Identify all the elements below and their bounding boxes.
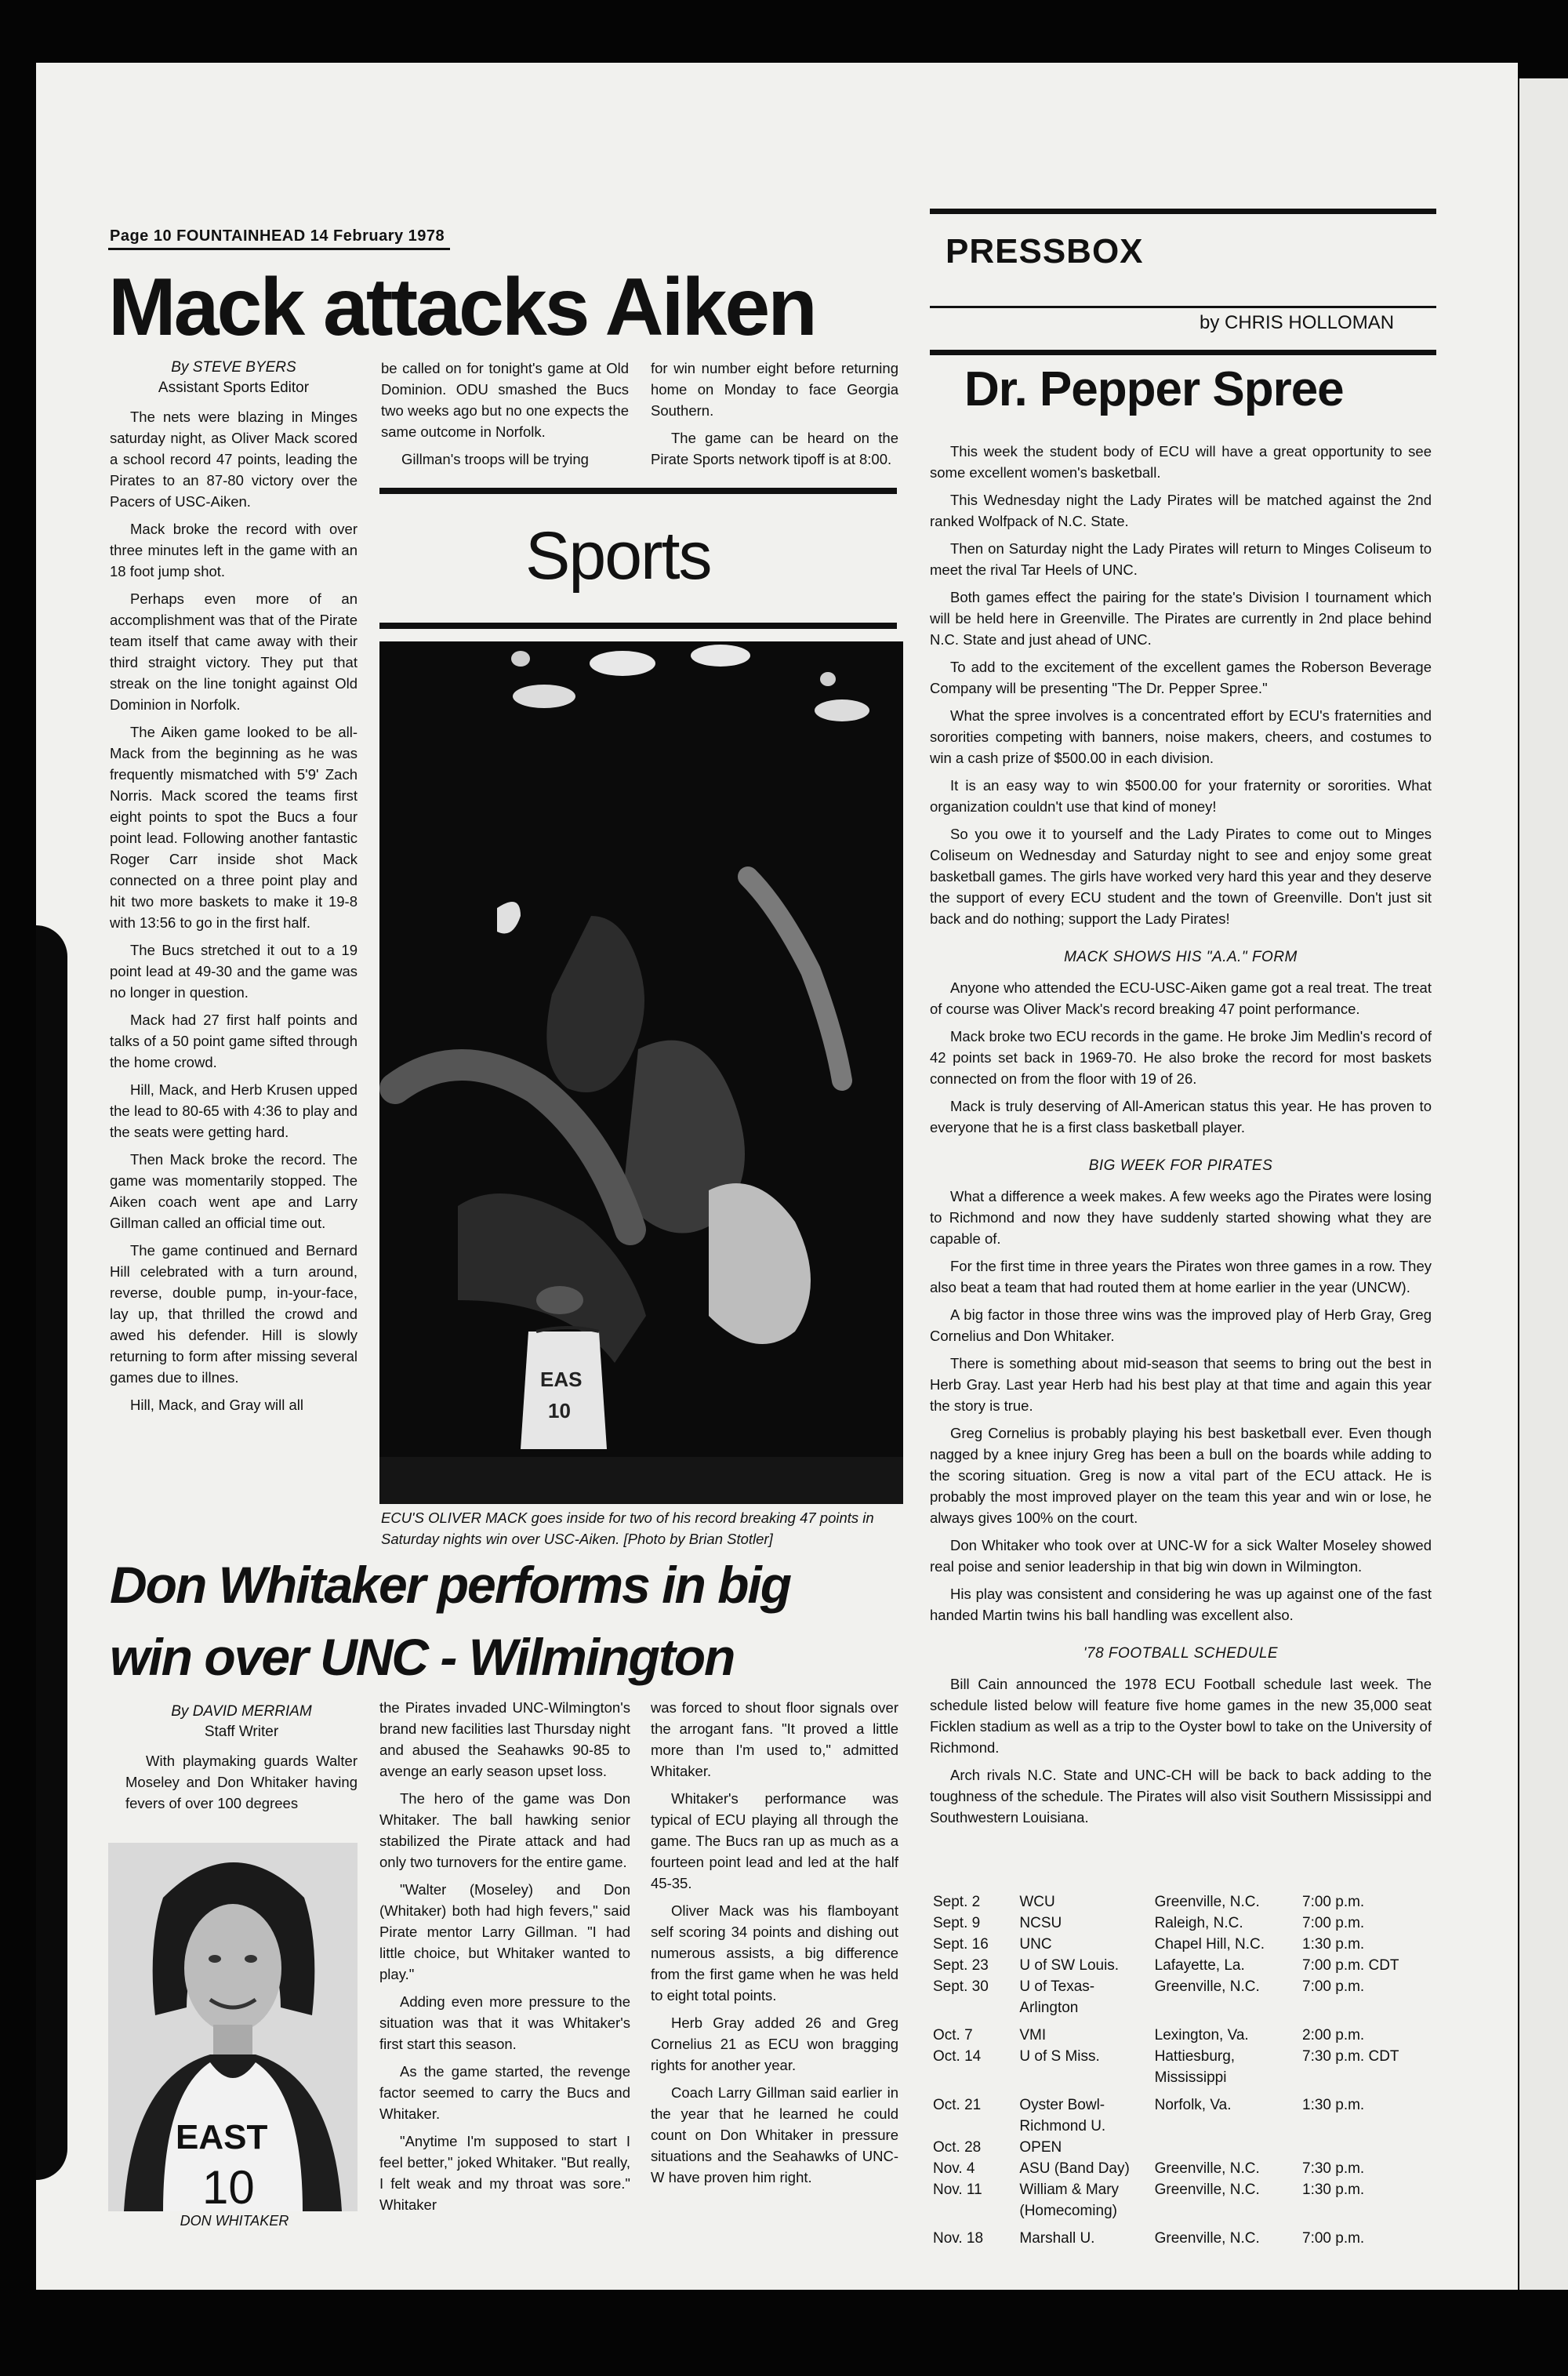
pressbox-subhead-mack: MACK SHOWS HIS "A.A." FORM xyxy=(1064,949,1298,965)
pressbox-para: A big factor in those three wins was the improved play of Herb Gray, Greg Cornelius and Don Whitaker. xyxy=(930,1306,1432,1344)
schedule-location xyxy=(1152,2137,1299,2158)
schedule-row xyxy=(930,2222,1432,2249)
schedule-row xyxy=(930,2018,1432,2046)
mack-para: The game can be heard on the Pirate Sports network tipoff is at 8:00. xyxy=(651,430,898,467)
schedule-time: 7:00 p.m. xyxy=(1302,1978,1365,1995)
schedule-time: 7:00 p.m. CDT xyxy=(1302,1957,1399,1974)
pressbox-para: This week the student body of ECU will have a great opportunity to see some excellent women's basketball. xyxy=(930,443,1432,481)
mack-para: Mack had 27 first half points and talks of a 50 point game sifted through the home crowd. xyxy=(110,1012,358,1070)
schedule-opponent: UNC xyxy=(1019,1936,1052,1953)
whitaker-para: As the game started, the revenge factor seemed to carry the Bucs and Whitaker. xyxy=(379,2063,630,2122)
pressbox-para: Mack broke two ECU records in the game. He broke Jim Medlin's record of 42 points set back in 1969-70. He also broke the record for most baskets connected on from the floor with 19 of 26. xyxy=(930,1028,1432,1087)
pressbox-para: His play was consistent and considering he was up against one of the fast handed Martin twins his ball handling was excellent also. xyxy=(930,1586,1432,1623)
adjacent-page-edge xyxy=(1519,78,1568,2290)
schedule-location: Greenville, N.C. xyxy=(1154,2160,1260,2177)
schedule-time: 7:00 p.m. xyxy=(1302,1915,1365,1931)
svg-text:EAST: EAST xyxy=(176,2118,268,2156)
schedule-opponent: WCU xyxy=(1019,1894,1055,1910)
pressbox-rule-top xyxy=(930,209,1436,214)
mack-para: Hill, Mack, and Gray will all xyxy=(130,1397,304,1413)
whitaker-byline-title: Staff Writer xyxy=(204,1724,279,1740)
basketball-photo xyxy=(379,641,903,1504)
pressbox-headline: Dr. Pepper Spree xyxy=(964,362,1344,416)
sports-section-label: Sports xyxy=(525,518,711,594)
schedule-opponent: ASU (Band Day) xyxy=(1019,2160,1130,2177)
whitaker-para: "Anytime I'm supposed to start I feel better," joked Whitaker. "But really, I felt weak and my throat was sore." Whitaker xyxy=(379,2133,630,2213)
whitaker-para: Herb Gray added 26 and Greg Cornelius 21 as ECU won bragging rights for another year. xyxy=(651,2015,898,2073)
football-schedule-table xyxy=(930,1891,1432,2249)
schedule-row xyxy=(930,1934,1432,1955)
mack-column-3 xyxy=(651,358,898,476)
svg-text:10: 10 xyxy=(202,2161,255,2211)
pressbox-title: PRESSBOX xyxy=(946,232,1144,271)
mack-para: be called on for tonight's game at Old Dominion. ODU smashed the Bucs two weeks ago but no one expects the same outcome in Norfolk. xyxy=(381,360,629,440)
schedule-location: Lexington, Va. xyxy=(1154,2027,1249,2044)
schedule-date: Nov. 11 xyxy=(933,2182,982,2198)
whitaker-para: Coach Larry Gillman said earlier in the year that he learned he could count on Don Whitaker in pressure situations and the Seahawks of UNC-W have proven him right. xyxy=(651,2084,898,2185)
mack-para: Then Mack broke the record. The game was momentarily stopped. The Aiken coach went ape and Larry Gillman called an official time out. xyxy=(110,1151,358,1231)
pressbox-subhead-football: '78 FOOTBALL SCHEDULE xyxy=(1083,1645,1279,1662)
pressbox-subhead-week: BIG WEEK FOR PIRATES xyxy=(1088,1157,1273,1174)
schedule-opponent: U of Texas- Arlington xyxy=(1019,1978,1095,2016)
schedule-location: Lafayette, La. xyxy=(1154,1957,1245,1974)
pressbox-para: This Wednesday night the Lady Pirates will be matched against the 2nd ranked Wolfpack of N.C. State. xyxy=(930,492,1432,529)
whitaker-column-2 xyxy=(379,1697,630,2222)
schedule-location: Norfolk, Va. xyxy=(1154,2097,1232,2113)
schedule-row xyxy=(930,2046,1432,2088)
mack-byline-title: Assistant Sports Editor xyxy=(158,380,310,396)
schedule-date: Oct. 14 xyxy=(933,2048,982,2065)
schedule-row xyxy=(930,2158,1432,2179)
whitaker-column-3 xyxy=(651,1697,898,2194)
whitaker-para: was forced to shout floor signals over the arrogant fans. "It proved a little more than I'm used to," admitted Whitaker. xyxy=(651,1699,898,1779)
whitaker-portrait-image xyxy=(108,1843,358,2211)
schedule-date: Sept. 23 xyxy=(933,1957,989,1974)
portrait-caption: DON WHITAKER xyxy=(180,2213,289,2229)
pressbox-para: So you owe it to yourself and the Lady Pirates to come out to Minges Coliseum on Wednesday and Saturday night to see and enjoy some great basketball games. The girls have worked very hard this year and they deserve the support of every ECU student and the town of Greenville. Don't just sit back and do nothing; support the Lady Pirates! xyxy=(930,826,1432,927)
mack-para: Mack broke the record with over three minutes left in the game with an 18 foot jump shot. xyxy=(110,521,358,579)
photo-caption: ECU'S OLIVER MACK goes inside for two of his record breaking 47 points in Saturday nights win over USC-Aiken. [Photo by Brian Stotler] xyxy=(381,1510,874,1547)
pressbox-para: To add to the excitement of the excellent games the Roberson Beverage Company will be presenting "The Dr. Pepper Spree." xyxy=(930,659,1432,696)
schedule-time: 7:30 p.m. CDT xyxy=(1302,2048,1399,2065)
schedule-time: 1:30 p.m. xyxy=(1302,1936,1365,1953)
mack-para: Gillman's troops will be trying xyxy=(401,451,589,467)
whitaker-para: the Pirates invaded UNC-Wilmington's brand new facilities last Thursday night and abused the Seahawks 90-85 to avenge an early season upset loss. xyxy=(379,1699,630,1779)
schedule-date: Sept. 30 xyxy=(933,1978,989,1995)
svg-text:10: 10 xyxy=(548,1399,571,1422)
schedule-time xyxy=(1299,2137,1432,2158)
schedule-location: Greenville, N.C. xyxy=(1154,2182,1260,2198)
pressbox-para: Then on Saturday night the Lady Pirates will return to Minges Coliseum to meet the rival Tar Heels of UNC. xyxy=(930,540,1432,578)
whitaker-para: Whitaker's performance was typical of ECU playing all through the game. The Bucs ran up as much as a fourteen point lead and led at the half 45-35. xyxy=(651,1790,898,1891)
schedule-date: Oct. 7 xyxy=(933,2027,973,2044)
pressbox-para: For the first time in three years the Pirates won three games in a row. They also beat a team that had routed them at home earlier in the year (UNCW). xyxy=(930,1258,1432,1295)
schedule-row xyxy=(930,1891,1432,1913)
pressbox-para: Both games effect the pairing for the state's Division I tournament which will be held here in Greenville. The Pirates are currently in 2nd place behind N.C. State and just ahead of UNC. xyxy=(930,589,1432,648)
whitaker-headline-line1: Don Whitaker performs in big xyxy=(110,1556,791,1614)
pressbox-byline: by CHRIS HOLLOMAN xyxy=(1200,312,1395,333)
schedule-date: Oct. 28 xyxy=(933,2139,982,2156)
whitaker-byline: By DAVID MERRIAM xyxy=(171,1703,312,1720)
schedule-location: Greenville, N.C. xyxy=(1154,2230,1260,2247)
schedule-location: Greenville, N.C. xyxy=(1154,1894,1260,1910)
pressbox-para: Anyone who attended the ECU-USC-Aiken game got a real treat. The treat of course was Oliver Mack's record breaking 47 point performance. xyxy=(930,979,1432,1017)
mack-para: The Aiken game looked to be all-Mack from the beginning as he was frequently mismatched with 5'9' Zach Norris. Mack scored the teams first eight points to spot the Bucs a four point lead. Following another fantastic Roger Carr inside shot Mack connected on a three point play and hit two more baskets to make it 19-8 with 13:56 to go in the first half. xyxy=(110,724,358,931)
pressbox-rule-mid xyxy=(930,306,1436,308)
mack-para: Hill, Mack, and Herb Krusen upped the lead to 80-65 with 4:36 to play and the seats were getting hard. xyxy=(110,1081,358,1140)
schedule-opponent: U of SW Louis. xyxy=(1019,1957,1120,1974)
whitaker-portrait xyxy=(108,1843,358,2211)
whitaker-headline-line2: win over UNC - Wilmington xyxy=(110,1628,735,1686)
scan-shadow-left xyxy=(36,925,67,2180)
schedule-time: 7:00 p.m. xyxy=(1302,1894,1365,1910)
schedule-date: Sept. 16 xyxy=(933,1936,989,1953)
pressbox-para: What the spree involves is a concentrated effort by ECU's fraternities and sororities competing with banners, noise makers, cheers, and costumes to win a cash prize of $500.00 in each division. xyxy=(930,707,1432,766)
pressbox-para: Bill Cain announced the 1978 ECU Football schedule last week. The schedule listed below will feature five home games in the new 35,000 seat Ficklen stadium as well as a trip to the Oyster bowl to take on the University of Richmond. xyxy=(930,1676,1432,1756)
schedule-time: 7:00 p.m. xyxy=(1302,2230,1365,2247)
pressbox-para: Don Whitaker who took over at UNC-W for a sick Walter Moseley showed real poise and senior leadership in that big win down in Wilmington. xyxy=(930,1537,1432,1575)
schedule-row xyxy=(930,2088,1432,2137)
schedule-opponent: OPEN xyxy=(1019,2139,1062,2156)
schedule-opponent: William & Mary (Homecoming) xyxy=(1019,2182,1120,2219)
mack-para: Perhaps even more of an accomplishment was that of the Pirate team itself that came away with their third straight victory. They put that streak on the line tonight against Old Dominion in Norfolk. xyxy=(110,590,358,713)
schedule-date: Oct. 21 xyxy=(933,2097,982,2113)
whitaker-para: The hero of the game was Don Whitaker. The ball hawking senior stabilized the Pirate attack and had only two turnovers for the entire game. xyxy=(379,1790,630,1870)
mack-byline: By STEVE BYERS xyxy=(171,359,296,376)
sports-rule-top xyxy=(379,488,897,494)
schedule-time: 1:30 p.m. xyxy=(1302,2097,1365,2113)
mack-para: The Bucs stretched it out to a 19 point lead at 49-30 and the game was no longer in question. xyxy=(110,942,358,1001)
whitaker-para: With playmaking guards Walter Moseley and Don Whitaker having fevers of over 100 degrees xyxy=(125,1753,358,1811)
pressbox-para: It is an easy way to win $500.00 for your fraternity or sororities. What organization couldn't use that kind of money! xyxy=(930,777,1432,815)
schedule-date: Sept. 9 xyxy=(933,1915,981,1931)
schedule-row xyxy=(930,1976,1432,2018)
pressbox-para: Greg Cornelius is probably playing his best basketball ever. Even though nagged by a knee injury Greg has been a bull on the boards while adding to the scoring situation. Greg is now a vital part of the ECU attack. He is probably the most improved player on the team this year and win or lose, he always gives 100% on the court. xyxy=(930,1425,1432,1526)
schedule-location: Greenville, N.C. xyxy=(1154,1978,1260,1995)
schedule-opponent: NCSU xyxy=(1019,1915,1062,1931)
sports-rule-bottom xyxy=(379,623,897,629)
pressbox-para: Arch rivals N.C. State and UNC-CH will be back to back adding to the toughness of the schedule. The Pirates will also visit Southern Mississippi and Southwestern Louisiana. xyxy=(930,1767,1432,1826)
pressbox-column xyxy=(930,441,1432,1834)
whitaker-para: Adding even more pressure to the situation was that it was Whitaker's first start this season. xyxy=(379,1993,630,2052)
schedule-date: Sept. 2 xyxy=(933,1894,981,1910)
schedule-location: Raleigh, N.C. xyxy=(1154,1915,1243,1931)
mack-column-2 xyxy=(381,358,629,476)
pressbox-para: What a difference a week makes. A few weeks ago the Pirates were losing to Richmond and now they have suddenly started showing what they are capable of. xyxy=(930,1188,1432,1247)
page-folio: Page 10 FOUNTAINHEAD 14 February 1978 xyxy=(110,227,445,245)
schedule-opponent: Marshall U. xyxy=(1019,2230,1095,2247)
schedule-opponent: U of S Miss. xyxy=(1019,2048,1100,2065)
pressbox-para: Mack is truly deserving of All-American status this year. He has proven to everyone that he is a first class basketball player. xyxy=(930,1098,1432,1135)
folio-rule xyxy=(108,248,450,250)
pressbox-rule-bottom xyxy=(930,350,1436,355)
whitaker-column-1 xyxy=(125,1702,358,1820)
schedule-time: 2:00 p.m. xyxy=(1302,2027,1365,2044)
schedule-row xyxy=(930,2179,1432,2222)
schedule-opponent: VMI xyxy=(1019,2027,1047,2044)
schedule-row xyxy=(930,1913,1432,1934)
schedule-location: Hattiesburg, Mississippi xyxy=(1154,2048,1236,2086)
schedule-row xyxy=(930,2137,1432,2158)
pressbox-para: There is something about mid-season that seems to bring out the best in Herb Gray. Last year Herb had his best play at that time and again this year the story is true. xyxy=(930,1355,1432,1414)
basketball-photo-image xyxy=(379,641,903,1504)
mack-column-1 xyxy=(110,358,358,1422)
schedule-location: Chapel Hill, N.C. xyxy=(1154,1936,1265,1953)
whitaker-para: "Walter (Moseley) and Don (Whitaker) both had high fevers," said Pirate mentor Larry Gillman. "I had little choice, but Whitaker wanted to play." xyxy=(379,1881,630,1982)
schedule-time: 1:30 p.m. xyxy=(1302,2182,1365,2198)
mack-para: for win number eight before returning home on Monday to face Georgia Southern. xyxy=(651,360,898,419)
schedule-date: Nov. 4 xyxy=(933,2160,975,2177)
schedule-row xyxy=(930,1955,1432,1976)
mack-headline: Mack attacks Aiken xyxy=(108,262,815,353)
svg-text:EAS: EAS xyxy=(540,1368,583,1391)
schedule-time: 7:30 p.m. xyxy=(1302,2160,1365,2177)
mack-para: The game continued and Bernard Hill celebrated with a turn around, reverse, double pump, in-your-face, lay up, that thrilled the crowd and awed his defender. Hill is slowly returning to form after missing several games due to illnes. xyxy=(110,1242,358,1386)
whitaker-para: Oliver Mack was his flamboyant self scoring 34 points and dishing out numerous assists, a big difference from the first game when he was held to eight total points. xyxy=(651,1902,898,2004)
schedule-date: Nov. 18 xyxy=(933,2230,984,2247)
schedule-opponent: Oyster Bowl- Richmond U. xyxy=(1019,2097,1106,2134)
mack-para: The nets were blazing in Minges saturday night, as Oliver Mack scored a school record 47 points, leading the Pirates to an 87-80 victory over the Pacers of USC-Aiken. xyxy=(110,409,358,510)
